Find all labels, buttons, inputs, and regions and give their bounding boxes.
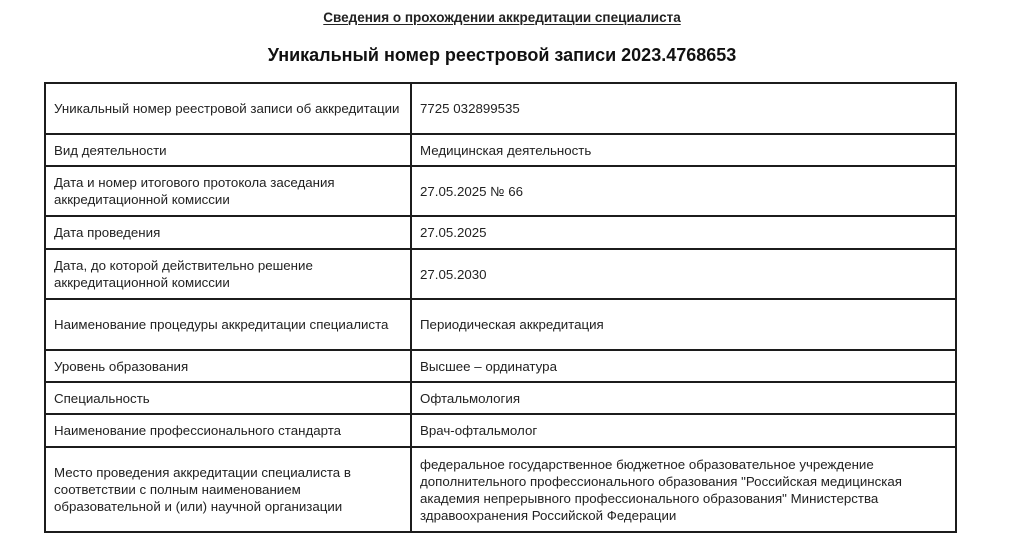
table-row-activity-type [45,134,956,166]
row-label: Вид деятельности [45,134,411,166]
row-value: федеральное государственное бюджетное образовательное учреждение дополнительного профессионального образования "Российская медицинская академия непрерывного профессионального образования" Министерства здравоохранения Российской Федерации [411,447,956,532]
row-value: 27.05.2030 [411,249,956,299]
registry-record-title: Уникальный номер реестровой записи 2023.4768653 [267,45,737,65]
row-label: Наименование процедуры аккредитации специалиста [45,299,411,350]
row-label: Уникальный номер реестровой записи об аккредитации [45,83,411,134]
row-value: 27.05.2025 [411,216,956,249]
accreditation-info-table [44,82,957,533]
row-label: Уровень образования [45,350,411,382]
row-label: Наименование профессионального стандарта [45,414,411,447]
row-value: Высшее – ординатура [411,350,956,382]
table-row-procedure-name [45,299,956,350]
row-label: Дата и номер итогового протокола заседания аккредитационной комиссии [45,166,411,216]
row-value: Врач-офтальмолог [411,414,956,447]
table-row-valid-until [45,249,956,299]
table-row-exam-date [45,216,956,249]
row-value: Медицинская деятельность [411,134,956,166]
document-heading: Сведения о прохождении аккредитации специалиста [323,10,681,25]
table-row-venue [45,447,956,532]
table-row-education-level [45,350,956,382]
row-label: Дата проведения [45,216,411,249]
row-label: Специальность [45,382,411,414]
table-row-registry-number [45,83,956,134]
row-value: 27.05.2025 № 66 [411,166,956,216]
table-row-specialty [45,382,956,414]
table-row-professional-standard [45,414,956,447]
row-label: Место проведения аккредитации специалиста в соответствии с полным наименованием образовательной и (или) научной организации [45,447,411,532]
row-value: 7725 032899535 [411,83,956,134]
row-value: Периодическая аккредитация [411,299,956,350]
table-row-protocol [45,166,956,216]
row-value: Офтальмология [411,382,956,414]
row-label: Дата, до которой действительно решение аккредитационной комиссии [45,249,411,299]
